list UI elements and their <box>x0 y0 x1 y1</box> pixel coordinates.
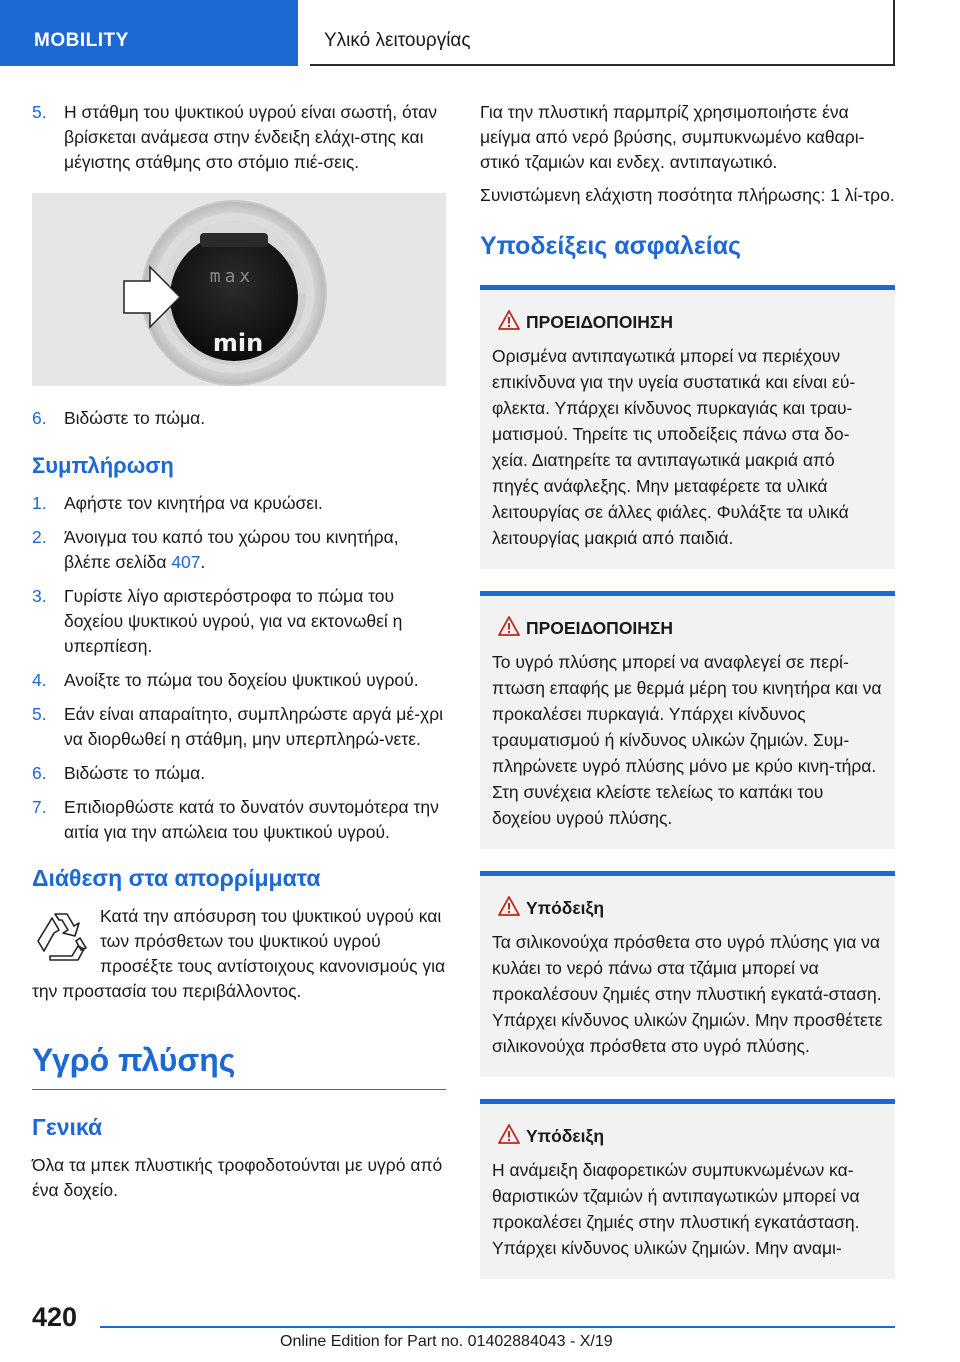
coolant-cap-illustration <box>32 193 446 386</box>
note-body: Η ανάμειξη διαφορετικών συμπυκνωμένων κα-θαριστικών τζαμιών ή αντιπαγωτικών μπορεί να προκαλέσει ζημιές στην πλυστική εγκατάσταση. Υπάρχει κίνδυνος υλικών ζημιών. Μην αναμι- <box>492 1160 860 1258</box>
refill-step <box>32 491 446 516</box>
step-text: Εάν είναι απαραίτητο, συμπληρώστε αργά μέ-χρι να διορθωθεί η στάθμη, μην υπερπληρώ-νετε. <box>64 704 444 749</box>
general-heading: Γενικά <box>32 1114 103 1140</box>
step-text: Η στάθμη του ψυκτικού υγρού είναι σωστή, όταν βρίσκεται ανάμεσα στην ένδειξη ελάχι-στης και μέγιστης στάθμης στο στόμιο πιέ-σεις. <box>64 102 438 172</box>
note-title-text: Υπόδειξη <box>526 1126 605 1146</box>
warning-title-text: ΠΡΟΕΙΔΟΠΟΙΗΣΗ <box>526 312 674 332</box>
step-text: Βιδώστε το πώμα. <box>64 763 206 783</box>
step-check-level <box>32 100 446 175</box>
edition-text: Online Edition for Part no. 01402884043 - X/19 <box>280 1333 613 1350</box>
step-text: Γυρίστε λίγο αριστερόστροφα το πώμα του δοχείου ψυκτικού υγρού, για να εκτονωθεί η υπερπίεση. <box>64 586 403 656</box>
recycle-icon <box>32 906 90 966</box>
warning-box <box>480 285 895 569</box>
refill-step <box>32 584 446 659</box>
refill-step <box>32 702 446 752</box>
step-text: Ανοίξτε το πώμα του δοχείου ψυκτικού υγρού. <box>64 670 419 690</box>
warning-title <box>492 616 883 640</box>
step-number: 3. <box>32 586 47 606</box>
general-text: Όλα τα μπεκ πλυστικής τροφοδοτούνται με υγρό από ένα δοχείο. <box>32 1155 443 1200</box>
note-body: Τα σιλικονούχα πρόσθετα στο υγρό πλύσης για να κυλάει το νερό πάνω στα τζάμια μπορεί να προκαλέσουν ζημιές στην πλυστική εγκατά-σταση. Υπάρχει κίνδυνος υλικών ζημιών. Μην προσθέτετε σιλικονούχα πρόσθετα στο υγρό πλύσης. <box>492 932 883 1056</box>
warning-title <box>492 310 883 334</box>
note-title-text: Υπόδειξη <box>526 898 605 918</box>
left-column <box>32 100 446 1211</box>
note-title <box>492 896 883 920</box>
step-number: 2. <box>32 527 47 547</box>
step-number: 5. <box>32 704 47 724</box>
caution-triangle-icon <box>498 896 520 916</box>
step-number: 5. <box>32 102 47 122</box>
step-number: 6. <box>32 763 47 783</box>
warning-triangle-icon <box>498 310 520 330</box>
refill-step <box>32 761 446 786</box>
coolant-cap-figure <box>32 193 446 386</box>
step-text: Βιδώστε το πώμα. <box>64 408 206 428</box>
page-link[interactable]: 407 <box>171 552 201 572</box>
note-box <box>480 871 895 1077</box>
section-tab: MOBILITY <box>0 0 298 66</box>
note-title <box>492 1124 883 1148</box>
refill-step <box>32 525 446 575</box>
step-number: 7. <box>32 797 47 817</box>
page-header <box>0 0 960 66</box>
safety-heading: Υποδείξεις ασφαλείας <box>480 232 742 260</box>
max-mark: max <box>209 266 255 287</box>
refill-step <box>32 795 446 845</box>
chapter-title: Υλικό λειτουργίας <box>310 0 895 66</box>
warning-triangle-icon <box>498 616 520 636</box>
min-quantity-text: Συνιστώμενη ελάχιστη ποσότητα πλήρωσης: 1 λί-τρο. <box>480 185 895 205</box>
step-number: 4. <box>32 670 47 690</box>
washer-fluid-heading: Υγρό πλύσης <box>32 1042 446 1090</box>
step-text: Άνοιγμα του καπό του χώρου του κινητήρα, βλέπε σελίδα <box>64 527 399 572</box>
disposal-note <box>32 904 446 1004</box>
step-number: 1. <box>32 493 47 513</box>
step-text: Επιδιορθώστε κατά το δυνατόν συντομότερα την αιτία για την απώλεια του ψυκτικού υγρού. <box>64 797 439 842</box>
warning-body: Το υγρό πλύσης μπορεί να αναφλεγεί σε περί-πτωση επαφής με θερμά μέρη του κινητήρα και να προκαλέσει πυρκαγιά. Υπάρχει κίνδυνος τραυματισμού ή κίνδυνος υλικών ζημιών. Συμ-πληρώνετε υγρό πλύσης μόνο με κρύο κινη-τήρα. Στη συνέχεια κλείστε τελείως το καπάκι του δοχείου υγρού πλύσης. <box>492 652 882 828</box>
step-screw-cap <box>32 406 446 431</box>
refill-step <box>32 668 446 693</box>
disposal-text: Κατά την απόσυρση του ψυκτικού υγρού και των πρόσθετων του ψυκτικού υγρού προσέξτε τους αντίστοιχους κανονισμούς για την προστασία του περιβάλλοντος. <box>32 906 446 1001</box>
step-number: 6. <box>32 408 47 428</box>
note-box <box>480 1099 895 1279</box>
step-text-end: . <box>200 552 206 572</box>
intro-text: Για την πλυστική παρμπρίζ χρησιμοποιήστε ένα μείγμα από νερό βρύσης, συμπυκνωμένο καθαρι-στικό τζαμιών και ενδεχ. αντιπαγωτικό. <box>480 102 865 172</box>
disposal-heading: Διάθεση στα απορρίμματα <box>32 865 321 891</box>
warning-body: Ορισμένα αντιπαγωτικά μπορεί να περιέχουν επικίνδυνα για την υγεία συστατικά και είναι εύ-φλεκτα. Υπάρχει κίνδυνος πυρκαγιάς και τραυ-ματισμού. Τηρείτε τις υποδείξεις πάνω στα δο-χεία. Διατηρείτε τα αντιπαγωτικά μακριά από πηγές ανάφλεξης. Μην μεταφέρετε τα υλικά λειτουργίας σε άλλες φιάλες. Φυλάξτε τα υλικά λειτουργίας μακριά από παιδιά. <box>492 346 856 548</box>
page-number: 420 <box>32 1302 78 1332</box>
caution-triangle-icon <box>498 1124 520 1144</box>
footer-divider <box>100 1326 895 1328</box>
right-column <box>480 100 895 1279</box>
warning-box <box>480 591 895 849</box>
warning-title-text: ΠΡΟΕΙΔΟΠΟΙΗΣΗ <box>526 618 674 638</box>
min-mark: min <box>212 329 264 357</box>
refill-heading: Συμπλήρωση <box>32 453 174 478</box>
step-text: Αφήστε τον κινητήρα να κρυώσει. <box>64 493 323 513</box>
